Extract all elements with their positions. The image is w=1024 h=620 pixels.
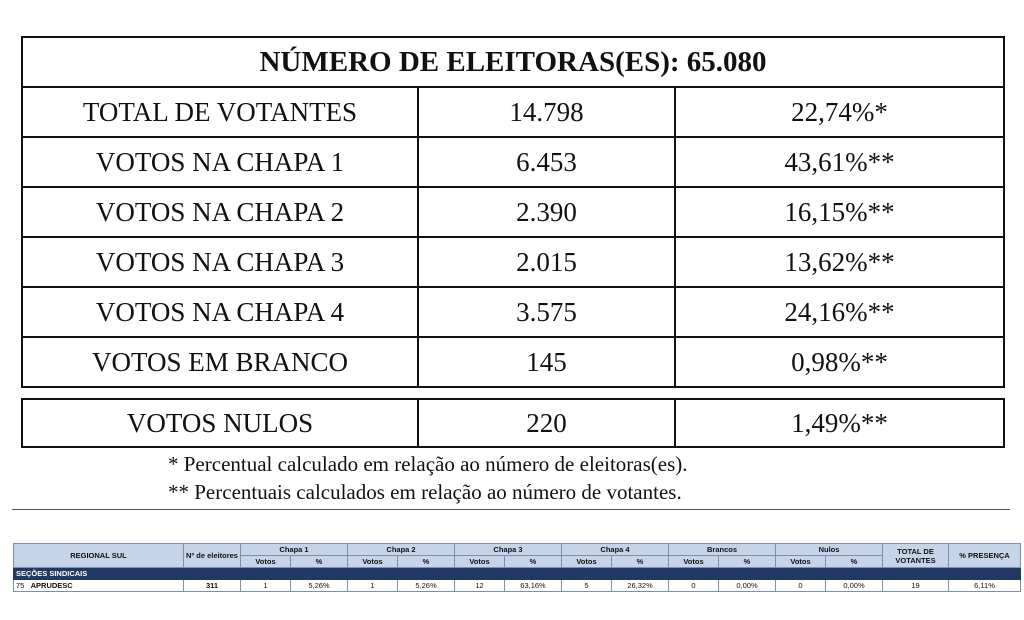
section-band: SEÇÕES SINDICAIS (14, 568, 1021, 580)
results-table (21, 36, 1005, 388)
presenca-value: 6,11% (949, 580, 1021, 592)
votos-subheader: Votos (348, 556, 398, 568)
total-header: TOTAL DE VOTANTES (883, 544, 949, 568)
nulos-value: 220 (418, 399, 675, 447)
cell: 26,32% (612, 580, 669, 592)
table-row (22, 337, 1004, 387)
nulos-table (21, 398, 1005, 448)
pct-subheader: % (826, 556, 883, 568)
table-row (22, 399, 1004, 447)
group-header: Chapa 2 (348, 544, 455, 556)
votos-subheader: Votos (455, 556, 505, 568)
presenca-header: % PRESENÇA (949, 544, 1021, 568)
cell: 5,26% (398, 580, 455, 592)
cell: 1 (241, 580, 291, 592)
row-percent: 24,16%** (675, 287, 1004, 337)
total-value: 19 (883, 580, 949, 592)
eleitores-header: Nº de eleitores (184, 544, 241, 568)
pct-subheader: % (398, 556, 455, 568)
cell: 0,00% (826, 580, 883, 592)
row-label: VOTOS EM BRANCO (22, 337, 418, 387)
pct-subheader: % (291, 556, 348, 568)
cell: 0,00% (719, 580, 776, 592)
cell: 12 (455, 580, 505, 592)
divider (12, 509, 1010, 510)
section-name: APRUDESC (30, 581, 73, 590)
row-value: 14.798 (418, 87, 675, 137)
cell: 63,16% (505, 580, 562, 592)
table-row (22, 187, 1004, 237)
row-value: 3.575 (418, 287, 675, 337)
table-row (22, 287, 1004, 337)
row-value: 2.390 (418, 187, 675, 237)
footnote-voters: ** Percentuais calculados em relação ao número de votantes. (168, 480, 682, 504)
group-header: Brancos (669, 544, 776, 556)
pct-subheader: % (505, 556, 562, 568)
group-header: Nulos (776, 544, 883, 556)
table-row (14, 580, 1021, 592)
row-label: VOTOS NA CHAPA 1 (22, 137, 418, 187)
row-value: 145 (418, 337, 675, 387)
row-label: TOTAL DE VOTANTES (22, 87, 418, 137)
regional-title: REGIONAL SUL (14, 544, 184, 568)
row-value: 2.015 (418, 237, 675, 287)
table-row (22, 237, 1004, 287)
nulos-percent: 1,49%** (675, 399, 1004, 447)
nulos-label: VOTOS NULOS (22, 399, 418, 447)
row-percent: 13,62%** (675, 237, 1004, 287)
votos-subheader: Votos (241, 556, 291, 568)
footnote-electorate: * Percentual calculado em relação ao número de eleitoras(es). (168, 452, 688, 476)
group-header: Chapa 4 (562, 544, 669, 556)
cell: 1 (348, 580, 398, 592)
row-label: VOTOS NA CHAPA 2 (22, 187, 418, 237)
row-label: VOTOS NA CHAPA 4 (22, 287, 418, 337)
table-row (22, 87, 1004, 137)
cell: 0 (669, 580, 719, 592)
votos-subheader: Votos (562, 556, 612, 568)
eleitores-value: 311 (184, 580, 241, 592)
row-label: VOTOS NA CHAPA 3 (22, 237, 418, 287)
pct-subheader: % (719, 556, 776, 568)
votos-subheader: Votos (669, 556, 719, 568)
cell: 5 (562, 580, 612, 592)
electorate-title: NÚMERO DE ELEITORAS(ES): 65.080 (22, 37, 1004, 87)
group-header: Chapa 3 (455, 544, 562, 556)
table-row (22, 137, 1004, 187)
group-header: Chapa 1 (241, 544, 348, 556)
pct-subheader: % (612, 556, 669, 568)
section-name-cell (14, 580, 184, 592)
row-percent: 43,61%** (675, 137, 1004, 187)
votos-subheader: Votos (776, 556, 826, 568)
regional-table (13, 543, 1021, 592)
row-percent: 16,15%** (675, 187, 1004, 237)
row-percent: 22,74%* (675, 87, 1004, 137)
row-value: 6.453 (418, 137, 675, 187)
row-percent: 0,98%** (675, 337, 1004, 387)
row-number: 75 (16, 581, 25, 590)
cell: 0 (776, 580, 826, 592)
cell: 5,26% (291, 580, 348, 592)
